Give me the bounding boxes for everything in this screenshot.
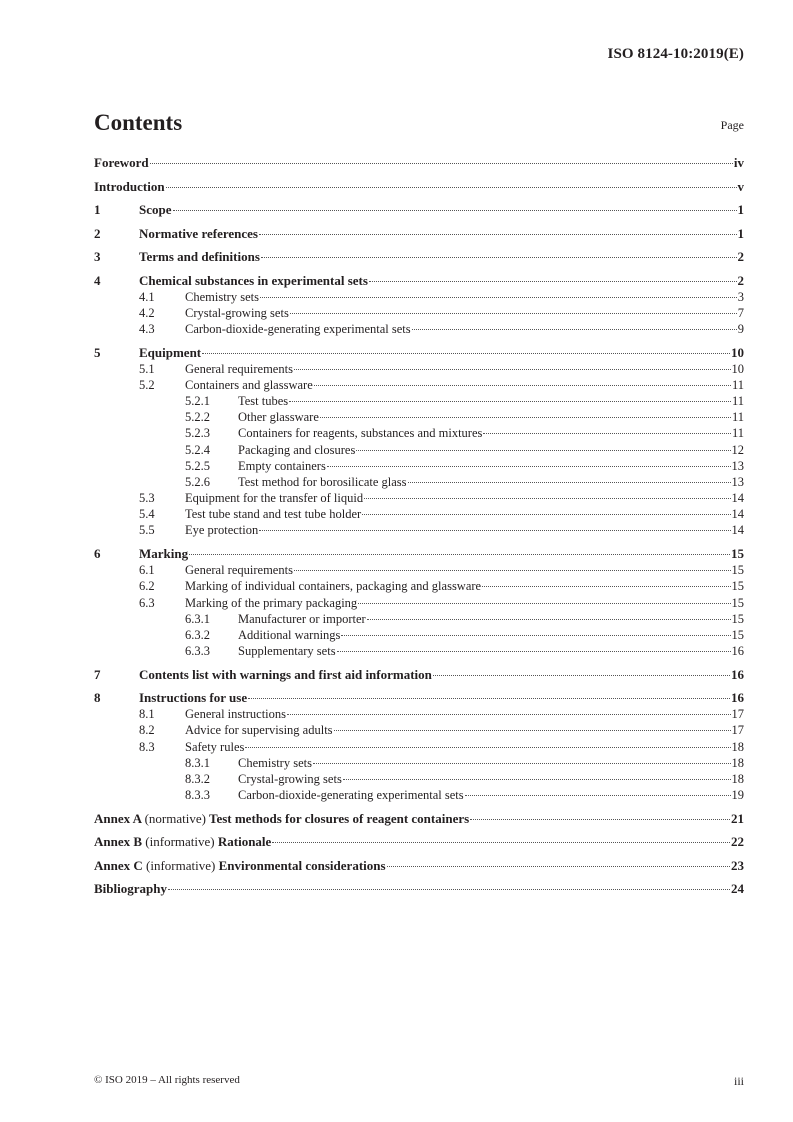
dot-leader: [259, 234, 737, 235]
annex-kind: (informative): [146, 857, 216, 873]
dot-leader: [272, 842, 730, 843]
toc-entry-title: Contents list with warnings and first aid information: [139, 666, 432, 682]
toc-subentry[interactable]: [94, 578, 744, 594]
toc-entry-page: 21: [731, 810, 744, 826]
toc-entry[interactable]: [94, 202, 744, 218]
toc-entry-title: Scope: [139, 202, 172, 217]
toc-entry-page: 1: [737, 225, 744, 241]
toc-subentry[interactable]: [94, 377, 744, 393]
toc-subsubentry[interactable]: [94, 458, 744, 474]
toc-subentry[interactable]: [94, 490, 744, 506]
toc-entry-number: 5.2.6: [185, 474, 210, 489]
toc-entry-page: 18: [731, 772, 744, 786]
toc-annex-c[interactable]: [94, 858, 744, 874]
dot-leader: [341, 635, 730, 636]
toc-entry-number: 5.5: [139, 523, 155, 538]
toc-subsubentry[interactable]: [94, 755, 744, 771]
toc-entry-title: Additional warnings: [238, 627, 341, 642]
page-number: iii: [733, 1074, 744, 1088]
toc-entry-page: 9: [737, 321, 744, 336]
toc-entry-number: 8.3.3: [185, 788, 210, 803]
dot-leader: [260, 297, 737, 298]
toc-entry-page: 16: [731, 666, 744, 682]
toc-entry-page: 10: [731, 344, 744, 360]
toc-subsubentry[interactable]: [94, 425, 744, 441]
toc-entry-page: 18: [731, 755, 744, 770]
toc-entry-page: 14: [731, 523, 744, 538]
toc-entry-title: Terms and definitions: [139, 249, 260, 264]
dot-leader: [362, 514, 730, 515]
toc-entry-title: Other glassware: [238, 410, 319, 425]
toc-entry-page: 22: [731, 834, 744, 850]
toc-entry-title: Equipment: [139, 344, 202, 360]
toc-entry-page: 15: [731, 579, 744, 594]
toc-entry-number: 5.2.1: [185, 393, 210, 408]
dot-leader: [470, 819, 730, 820]
page-column-label: Page: [720, 118, 744, 132]
toc-entry[interactable]: [94, 249, 744, 265]
toc-entry[interactable]: [94, 226, 744, 242]
toc-entry-page: v: [737, 178, 744, 194]
dot-leader: [320, 417, 731, 418]
toc-entry-number: 5.2: [139, 377, 155, 392]
toc-entry-number: 6.2: [139, 579, 155, 594]
toc-entry-title: Foreword: [94, 155, 149, 170]
toc-entry-page: 15: [731, 595, 744, 610]
dot-leader: [482, 586, 730, 587]
toc-entry-title: [94, 834, 271, 850]
annex-title: Rationale: [217, 834, 272, 850]
toc-entry-foreword[interactable]: [94, 155, 744, 171]
dot-leader: [189, 554, 730, 555]
toc-entry[interactable]: [94, 690, 744, 706]
toc-entry-page: 23: [731, 857, 744, 873]
dot-leader: [259, 530, 730, 531]
toc-subsubentry[interactable]: [94, 611, 744, 627]
toc-subentry[interactable]: [94, 595, 744, 611]
dot-leader: [408, 482, 731, 483]
toc-entry-page: 11: [731, 410, 744, 425]
dot-leader: [287, 714, 730, 715]
toc-entry-title: Supplementary sets: [238, 644, 336, 659]
toc-entry-page: 15: [731, 627, 744, 642]
dot-leader: [358, 603, 730, 604]
toc-entry-page: 15: [731, 563, 744, 578]
toc-subentry[interactable]: [94, 506, 744, 522]
dot-leader: [334, 730, 731, 731]
dot-leader: [173, 210, 737, 211]
toc-entry-number: 5.3: [139, 491, 155, 506]
toc-entry-number: 6.3.3: [185, 644, 210, 659]
toc-entry-title: Chemical substances in experimental sets: [139, 272, 368, 288]
dot-leader: [465, 795, 731, 796]
dot-leader: [387, 866, 730, 867]
toc-entry-title: [94, 858, 386, 874]
annex-kind: (normative): [144, 810, 206, 826]
toc-entry-number: 6.3.2: [185, 627, 210, 642]
toc-entry[interactable]: [94, 667, 744, 683]
toc-entry-number: 4.1: [139, 289, 155, 304]
toc-entry-title: General instructions: [185, 707, 287, 722]
toc-entry-page: 24: [731, 881, 744, 897]
toc-entry-title: Chemistry sets: [185, 289, 259, 304]
dot-leader: [369, 281, 737, 282]
toc-entry-title: Advice for supervising adults: [185, 723, 333, 738]
toc-entry-page: 19: [731, 788, 744, 803]
annex-kind: (informative): [145, 834, 215, 850]
dot-leader: [294, 570, 731, 571]
annex-label: Annex A: [94, 810, 142, 826]
toc-entry-number: 5.1: [139, 361, 155, 376]
toc-entry-number: 2: [94, 225, 101, 241]
toc-entry-number: 7: [94, 666, 101, 682]
toc-entry-page: 13: [731, 474, 744, 489]
toc-subsubentry[interactable]: [94, 474, 744, 490]
toc-entry-number: 8: [94, 690, 101, 706]
dot-leader: [412, 329, 737, 330]
dot-leader: [314, 385, 731, 386]
toc-entry-introduction[interactable]: [94, 179, 744, 195]
toc-entry-page: 17: [731, 723, 744, 738]
toc-entry-title: Crystal-growing sets: [185, 305, 289, 320]
toc-subsubentry[interactable]: [94, 787, 744, 803]
toc-entry-page: 10: [731, 361, 744, 376]
toc-entry-title: [94, 811, 469, 827]
toc-entry-title: Marking: [139, 546, 189, 562]
toc-entry-number: 1: [94, 202, 101, 217]
toc-entry-number: 6.3: [139, 595, 155, 610]
toc-entry-page: 2: [737, 249, 744, 264]
toc-subsubentry[interactable]: [94, 643, 744, 659]
toc-entry-page: 11: [731, 393, 744, 408]
toc-entry-number: 4.2: [139, 305, 155, 320]
toc-entry-title: Instructions for use: [139, 690, 248, 706]
annex-label: Annex B: [94, 834, 143, 850]
annex-title: Environmental considerations: [218, 857, 386, 873]
toc-entry-page: 14: [731, 491, 744, 506]
toc-subsubentry[interactable]: [94, 627, 744, 643]
toc-entry-number: 5: [94, 344, 101, 360]
toc-entry-title: Test method for borosilicate glass: [238, 474, 407, 489]
toc-annex-a[interactable]: [94, 811, 744, 827]
toc-annex-b[interactable]: [94, 834, 744, 850]
dot-leader: [337, 651, 731, 652]
toc-entry-page: 14: [731, 507, 744, 522]
dot-leader: [433, 675, 730, 676]
toc-entry-title: Carbon-dioxide-generating experimental sets: [238, 788, 464, 803]
toc-entry-title: Containers for reagents, substances and mixtures: [238, 426, 483, 441]
toc-subentry[interactable]: [94, 722, 744, 738]
dot-leader: [364, 498, 730, 499]
toc-subentry[interactable]: [94, 522, 744, 538]
dot-leader: [289, 401, 731, 402]
dot-leader: [202, 353, 730, 354]
toc-entry-title: Marking of the primary packaging: [185, 595, 358, 610]
toc-entry-title: Equipment for the transfer of liquid: [185, 491, 364, 506]
toc-entry-page: 17: [731, 707, 744, 722]
dot-leader: [290, 313, 737, 314]
toc-entry-page: 11: [731, 426, 744, 441]
toc-entry-title: Empty containers: [238, 458, 326, 473]
toc-entry-number: 5.2.4: [185, 442, 210, 457]
table-of-contents: [94, 155, 744, 897]
toc-entry-title: Safety rules: [185, 739, 245, 754]
toc-subentry[interactable]: [94, 706, 744, 722]
toc-entry-number: 8.3: [139, 739, 155, 754]
dot-leader: [261, 257, 737, 258]
copyright-notice: © ISO 2019 – All rights reserved: [94, 1074, 240, 1086]
toc-entry-page: 11: [731, 377, 744, 392]
toc-subsubentry[interactable]: [94, 409, 744, 425]
toc-entry-title: Containers and glassware: [185, 377, 313, 392]
dot-leader: [168, 889, 730, 890]
toc-entry-number: 4: [94, 272, 101, 288]
toc-entry-number: 3: [94, 249, 101, 264]
toc-subentry[interactable]: [94, 739, 744, 755]
toc-entry-number: 8.1: [139, 707, 155, 722]
toc-entry-number: 6.3.1: [185, 611, 210, 626]
dot-leader: [356, 450, 730, 451]
toc-subentry[interactable]: [94, 289, 744, 305]
toc-entry-page: 13: [731, 458, 744, 473]
toc-entry-bibliography[interactable]: [94, 881, 744, 897]
toc-entry-title: Crystal-growing sets: [238, 772, 342, 786]
annex-title: Test methods for closures of reagent containers: [208, 810, 470, 826]
toc-entry-number: 8.3.1: [185, 755, 210, 770]
dot-leader: [367, 619, 731, 620]
toc-entry-number: 4.3: [139, 321, 155, 336]
toc-entry-page: 7: [737, 305, 744, 320]
toc-subsubentry[interactable]: [94, 442, 744, 458]
toc-entry-number: 5.2.3: [185, 426, 210, 441]
dot-leader: [483, 433, 731, 434]
dot-leader: [294, 369, 731, 370]
toc-entry-number: 8.3.2: [185, 772, 210, 786]
dot-leader: [166, 187, 737, 188]
toc-entry[interactable]: [94, 546, 744, 562]
toc-entry-page: iv: [733, 155, 744, 170]
toc-entry-title: Introduction: [94, 178, 165, 194]
toc-entry-page: 18: [731, 739, 744, 754]
toc-entry-number: 6: [94, 546, 101, 562]
toc-entry-title: Chemistry sets: [238, 755, 312, 770]
document-id: ISO 8124-10:2019(E): [607, 46, 744, 62]
toc-entry-title: Marking of individual containers, packaging and glassware: [185, 579, 482, 594]
dot-leader: [150, 163, 733, 164]
annex-label: Annex C: [94, 857, 143, 873]
toc-subentry[interactable]: [94, 305, 744, 321]
dot-leader: [343, 779, 731, 780]
toc-entry-title: Bibliography: [94, 881, 167, 897]
toc-entry-page: 16: [731, 690, 744, 706]
toc-entry-page: 12: [731, 442, 744, 457]
contents-heading: Contents: [94, 110, 183, 135]
toc-entry-page: 3: [737, 289, 744, 304]
toc-subentry[interactable]: [94, 361, 744, 377]
dot-leader: [245, 747, 730, 748]
dot-leader: [327, 466, 731, 467]
toc-entry-title: General requirements: [185, 563, 293, 578]
toc-entry-number: 5.2.5: [185, 458, 210, 473]
toc-entry-title: Test tubes: [238, 393, 289, 408]
dot-leader: [248, 698, 730, 699]
toc-subentry[interactable]: [94, 562, 744, 578]
toc-entry-title: Carbon-dioxide-generating experimental sets: [185, 321, 411, 336]
toc-entry-number: 8.2: [139, 723, 155, 738]
toc-entry-title: Packaging and closures: [238, 442, 356, 457]
toc-subentry[interactable]: [94, 321, 744, 337]
toc-entry-title: Test tube stand and test tube holder: [185, 507, 362, 522]
toc-entry-page: 16: [731, 644, 744, 659]
toc-entry-page: 2: [737, 272, 744, 288]
toc-entry[interactable]: [94, 345, 744, 361]
toc-entry-page: 15: [731, 611, 744, 626]
toc-entry-number: 6.1: [139, 563, 155, 578]
dot-leader: [313, 763, 731, 764]
toc-subsubentry[interactable]: [94, 393, 744, 409]
toc-subsubentry[interactable]: [94, 771, 744, 787]
toc-entry-number: 5.2.2: [185, 410, 210, 425]
toc-entry-title: Manufacturer or importer: [238, 611, 366, 626]
toc-entry-title: General requirements: [185, 361, 293, 376]
toc-entry-title: Normative references: [139, 225, 258, 241]
toc-entry[interactable]: [94, 273, 744, 289]
toc-entry-title: Eye protection: [185, 523, 259, 538]
toc-entry-page: 15: [731, 546, 744, 562]
toc-entry-page: 1: [737, 202, 744, 217]
toc-entry-number: 5.4: [139, 507, 155, 522]
